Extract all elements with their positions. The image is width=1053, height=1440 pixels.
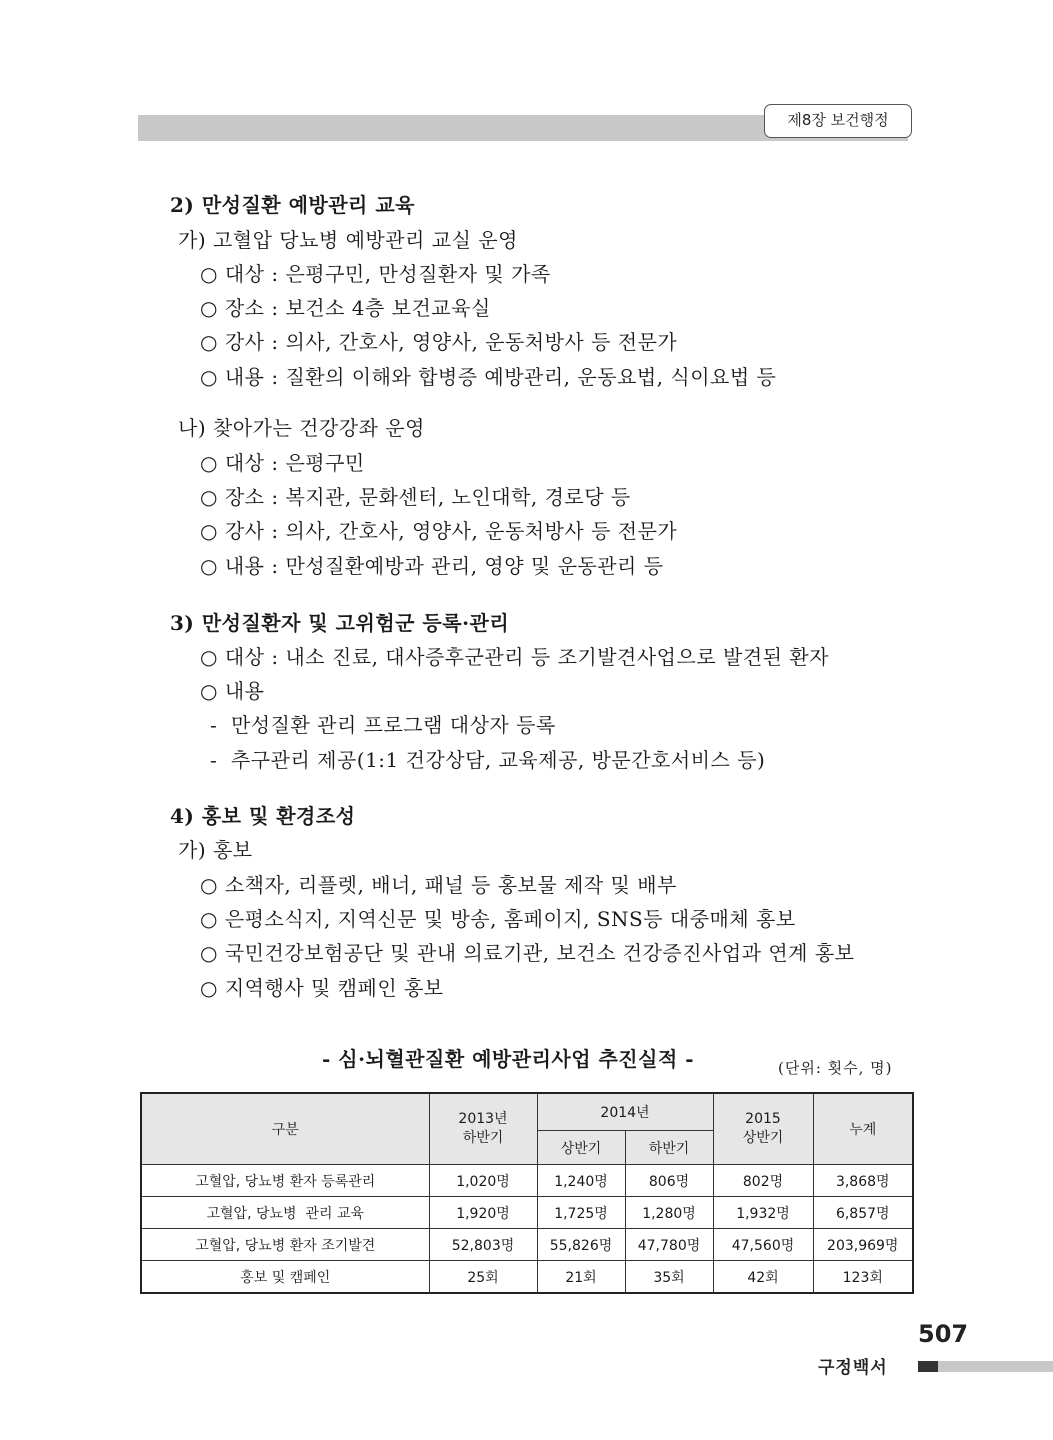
- table-title: - 심·뇌혈관질환 예방관리사업 추진실적 -: [322, 1047, 695, 1071]
- col-header-total: 누계: [813, 1093, 913, 1165]
- section-4a-title: 가) 홍보: [178, 838, 253, 862]
- list-item: ○ 대상 : 내소 진료, 대사증후군관리 등 조기발견사업으로 발견된 환자: [200, 645, 829, 669]
- table-cell: 1,280명: [625, 1197, 713, 1229]
- table-cell: 47,560명: [713, 1229, 813, 1261]
- dash-icon: -: [210, 748, 218, 772]
- table-cell: 3,868명: [813, 1165, 913, 1197]
- sub-item: - 만성질환 관리 프로그램 대상자 등록: [210, 713, 556, 737]
- table-cell: 55,826명: [537, 1229, 625, 1261]
- col-header-2014: 2014년: [537, 1093, 713, 1131]
- table-cell: 52,803명: [429, 1229, 537, 1261]
- section-2a-title: 가) 고혈압 당뇨병 예방관리 교실 운영: [178, 228, 518, 252]
- col-header-2015: 2015 상반기: [713, 1093, 813, 1165]
- list-item: ○ 내용 : 만성질환예방과 관리, 영양 및 운동관리 등: [200, 554, 664, 578]
- row-label: 홍보 및 캠페인: [141, 1261, 429, 1294]
- list-item: ○ 장소 : 복지관, 문화센터, 노인대학, 경로당 등: [200, 485, 631, 509]
- list-item: ○ 강사 : 의사, 간호사, 영양사, 운동처방사 등 전문가: [200, 519, 678, 543]
- table-unit: (단위: 횟수, 명): [778, 1059, 893, 1077]
- table-cell: 6,857명: [813, 1197, 913, 1229]
- row-label: 고혈압, 당뇨병 환자 조기발견: [141, 1229, 429, 1261]
- chapter-tab: 제8장 보건행정: [764, 104, 912, 138]
- bullet-icon: ○: [200, 451, 218, 475]
- table-cell: 35회: [625, 1261, 713, 1294]
- bullet-icon: ○: [200, 679, 218, 703]
- section-2-title: 2) 만성질환 예방관리 교육: [170, 193, 415, 217]
- table-row: [141, 1261, 913, 1294]
- bullet-icon: ○: [200, 554, 218, 578]
- bullet-icon: ○: [200, 907, 218, 931]
- section-2b-title: 나) 찾아가는 건강강좌 운영: [178, 416, 425, 440]
- table-cell: 802명: [713, 1165, 813, 1197]
- sub-item: - 추구관리 제공(1:1 건강상담, 교육제공, 방문간호서비스 등): [210, 748, 766, 772]
- bullet-icon: ○: [200, 941, 218, 965]
- section-4-title: 4) 홍보 및 환경조성: [170, 804, 356, 828]
- footer-bar-dark: [918, 1361, 938, 1372]
- results-table: [140, 1092, 914, 1294]
- table-cell: 1,725명: [537, 1197, 625, 1229]
- list-item: ○ 강사 : 의사, 간호사, 영양사, 운동처방사 등 전문가: [200, 330, 678, 354]
- bullet-icon: ○: [200, 485, 218, 509]
- list-item: ○ 은평소식지, 지역신문 및 방송, 홈페이지, SNS등 대중매체 홍보: [200, 907, 796, 931]
- row-label: 고혈압, 당뇨병 관리 교육: [141, 1197, 429, 1229]
- col-header-2014-first-half: 상반기: [537, 1131, 625, 1165]
- table-row: [141, 1229, 913, 1261]
- list-item: ○ 대상 : 은평구민, 만성질환자 및 가족: [200, 262, 551, 286]
- table-cell: 21회: [537, 1261, 625, 1294]
- book-title: 구정백서: [818, 1358, 888, 1378]
- col-header-category: 구분: [141, 1093, 429, 1165]
- bullet-icon: ○: [200, 873, 218, 897]
- table-cell: 42회: [713, 1261, 813, 1294]
- list-item: ○ 소책자, 리플렛, 배너, 패널 등 홍보물 제작 및 배부: [200, 873, 677, 897]
- table-cell: 1,932명: [713, 1197, 813, 1229]
- list-item: ○ 대상 : 은평구민: [200, 451, 365, 475]
- list-item: ○ 내용 : 질환의 이해와 합병증 예방관리, 운동요법, 식이요법 등: [200, 365, 777, 389]
- footer-bar-gray: [938, 1361, 1053, 1372]
- table-cell: 203,969명: [813, 1229, 913, 1261]
- section-3-title: 3) 만성질환자 및 고위험군 등록·관리: [170, 611, 510, 635]
- list-item: ○ 장소 : 보건소 4층 보건교육실: [200, 296, 491, 320]
- page-number: 507: [918, 1320, 969, 1348]
- bullet-icon: ○: [200, 330, 218, 354]
- bullet-icon: ○: [200, 262, 218, 286]
- table-cell: 1,020명: [429, 1165, 537, 1197]
- table-cell: 25회: [429, 1261, 537, 1294]
- bullet-icon: ○: [200, 296, 218, 320]
- bullet-icon: ○: [200, 645, 218, 669]
- table-row: [141, 1197, 913, 1229]
- list-item: ○ 지역행사 및 캠페인 홍보: [200, 976, 444, 1000]
- bullet-icon: ○: [200, 976, 218, 1000]
- table-cell: 123회: [813, 1261, 913, 1294]
- bullet-icon: ○: [200, 519, 218, 543]
- list-item: ○ 국민건강보험공단 및 관내 의료기관, 보건소 건강증진사업과 연계 홍보: [200, 941, 855, 965]
- table-row: [141, 1165, 913, 1197]
- row-label: 고혈압, 당뇨병 환자 등록관리: [141, 1165, 429, 1197]
- table-cell: 806명: [625, 1165, 713, 1197]
- dash-icon: -: [210, 713, 218, 737]
- col-header-2013: 2013년 하반기: [429, 1093, 537, 1165]
- list-item: ○ 내용: [200, 679, 265, 703]
- table-cell: 47,780명: [625, 1229, 713, 1261]
- table-cell: 1,240명: [537, 1165, 625, 1197]
- bullet-icon: ○: [200, 365, 218, 389]
- col-header-2014-second-half: 하반기: [625, 1131, 713, 1165]
- table-cell: 1,920명: [429, 1197, 537, 1229]
